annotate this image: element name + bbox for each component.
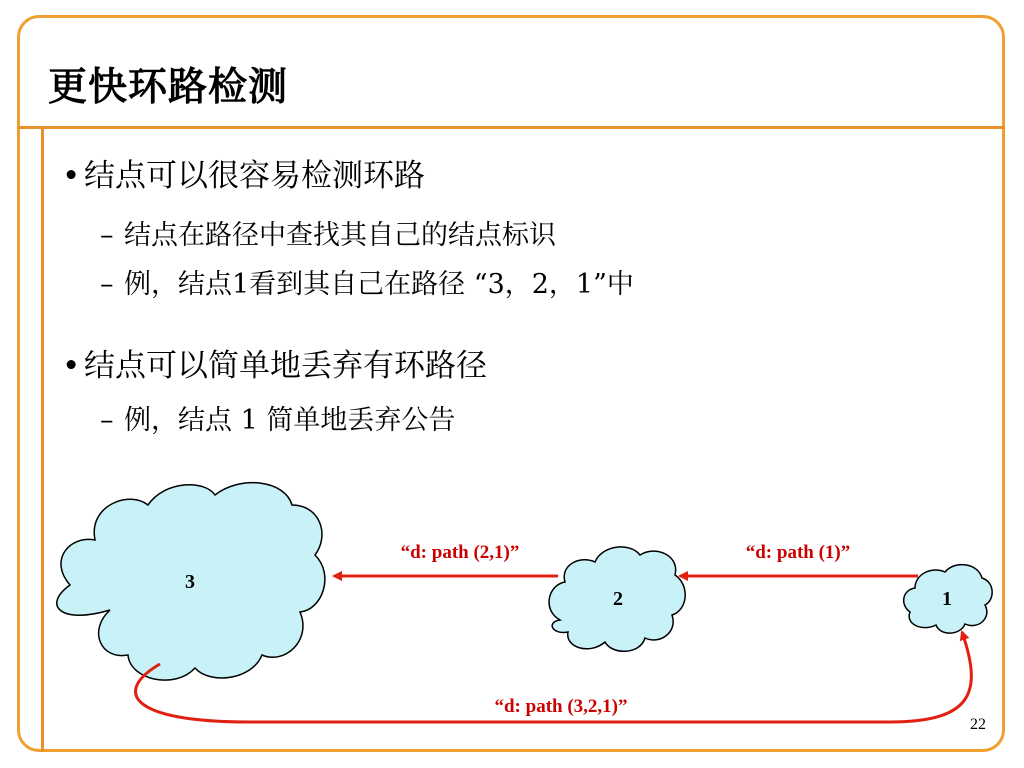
node-label-1: 1 <box>942 588 952 610</box>
bullet-text: 结点可以很容易检测环路 <box>84 158 425 194</box>
node-label-2: 2 <box>613 588 623 610</box>
sub-bullet-text: 例，结点1看到其自己在路径 “3，2，1”中 <box>124 269 634 300</box>
arrow-label-path-3-2-1: “d: path (3,2,1)” <box>494 696 628 717</box>
arrow-label-path-2-1: “d: path (2,1)” <box>400 542 520 563</box>
dash-marker: – <box>100 220 114 251</box>
bullet-marker: • <box>62 348 81 384</box>
page-number: 22 <box>970 716 986 733</box>
sub-bullet-text: 例，结点 1 简单地丢弃公告 <box>124 405 456 436</box>
dash-marker: – <box>100 405 114 436</box>
node-label-3: 3 <box>185 571 195 593</box>
dash-marker: – <box>100 269 114 300</box>
bullet-text: 结点可以简单地丢弃有环路径 <box>84 348 487 384</box>
bullet-marker: • <box>62 158 81 194</box>
sub-bullet-text: 结点在路径中查找其自己的结点标识 <box>124 220 556 251</box>
arrow-label-path-1: “d: path (1)” <box>745 542 851 563</box>
slide-title: 更快环路检测 <box>48 65 289 110</box>
